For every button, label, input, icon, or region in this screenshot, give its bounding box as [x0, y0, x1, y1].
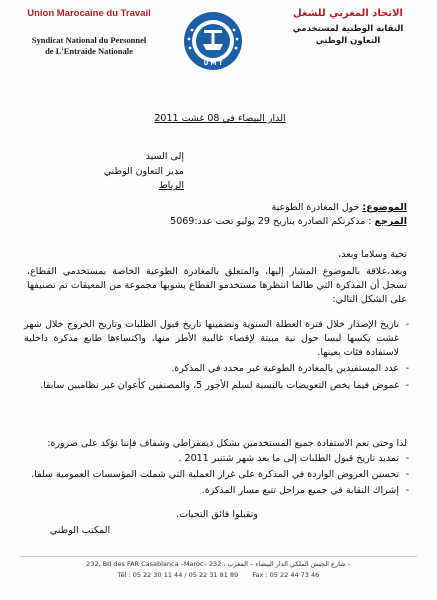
demand-item: - تمديد تاريخ قبول الطلبات إلى ما بعد شهر شتنبر 2011 .	[24, 452, 409, 466]
reference-label: المرجع	[374, 215, 407, 227]
letterhead-arabic	[273, 8, 423, 48]
demands-list	[24, 452, 409, 499]
footer-tel: Tél : 05 22 30 11 44 / 05 22 31 81 89	[117, 571, 239, 579]
reference-line	[167, 215, 407, 229]
issue-item: - تاريخ الإصدار خلال فترة العطلة السنوية وتضمينها تاريخ قبول الطلبات وتاريخ الخروج خلال شهر غشت يكسها لبسا حول نية مبيتة لإقصاء غالبية الأطر منها، واكتساءها طابع مذكرة داخلية لاستفادة فئات بعينها.	[24, 318, 409, 359]
syndicate-ar-line2: التعاون الوطني	[315, 35, 381, 46]
recipient-line3: الرباط	[158, 180, 184, 192]
recipient-line2: مدير التعاون الوطني	[103, 165, 184, 177]
org-name-fr: Union Marocaine du Travail	[27, 8, 151, 19]
issue-item: - عدد المستفيدين بالمغادرة الطوعية غير محدد في المذكرة.	[24, 362, 409, 376]
letterhead-french	[14, 8, 164, 58]
intro-paragraph: وبعد،علاقة بالموضوع المشار إليها، والمتعلق بالمغادرة الطوعية الخاصة بمستخدمي القطاع، نسجل أن المذكرة التي طالما انتظرها مستخدمو القطاع يشوبها مجموعة من المعيقات تم تصنيفها على الشكل التالي:	[27, 266, 407, 305]
footer-address	[20, 560, 417, 568]
demand-item: - إشراك النقابة في جميع مراحل تتبع مسار المذكرة.	[24, 484, 409, 498]
logo-text: U M T	[203, 60, 223, 67]
syndicate-fr-line1: Syndicat National du Personnel	[31, 35, 147, 45]
recipient-block	[34, 150, 184, 194]
subject-line	[167, 201, 407, 215]
footer-address-fr: 232, Bd des FAR Casablanca –Maroc–	[86, 560, 207, 568]
syndicate-name-fr	[14, 35, 164, 58]
footer	[20, 556, 417, 579]
letter-date: الدار البيضاء في 08 غشت 2011	[154, 113, 286, 124]
subject-label: الموضوع:	[362, 202, 407, 213]
syndicate-ar-line1: النقابة الوطنية لمستخدمي	[292, 24, 404, 34]
footer-address-ar: 232 ، شارع الجيش الملكي الدار البيضاء – المغرب –	[208, 560, 351, 568]
issues-list	[24, 318, 409, 396]
syndicate-name-ar	[273, 24, 423, 48]
recipient-line1: إلى السيد	[145, 151, 184, 162]
issue-item: - غموض فيما يخص التعويضات بالنسبة لسلم الأجور 5، والمصنفين كأعوان غير نظاميين سابقا.	[24, 379, 409, 393]
demand-item: - تحسين العروض الواردة في المذكرة على غرار العملية التي شملت المؤسسات العمومية سلفا.	[24, 468, 409, 482]
syndicate-fr-line2: de L'Entraide Nationale	[45, 46, 133, 57]
footer-fax: Fax : 05 22 44 73 46	[252, 571, 320, 579]
subject-block	[167, 201, 407, 229]
umt-logo	[182, 10, 244, 72]
closing-line: وتقبلوا فائق التحيات.	[176, 509, 258, 520]
signature: المكتب الوطني	[49, 525, 111, 536]
demands-intro: لذا وحتى تعم الاستفادة جميع المستخدمين بشكل ديمقراطي وشفاف فإننا نؤكد على ضرورة:	[47, 438, 407, 449]
footer-contacts	[20, 571, 417, 579]
reference-text: : مذكرتكم الصادرة بتاريخ 29 يوليو تحت عدد:5069	[170, 215, 372, 227]
subject-text: حول المغادرة الطوعية	[271, 202, 360, 213]
org-name-ar: الاتحاد المغربي للشغل	[293, 8, 403, 19]
greeting: تحية وسلاما وبعد،	[338, 249, 407, 260]
